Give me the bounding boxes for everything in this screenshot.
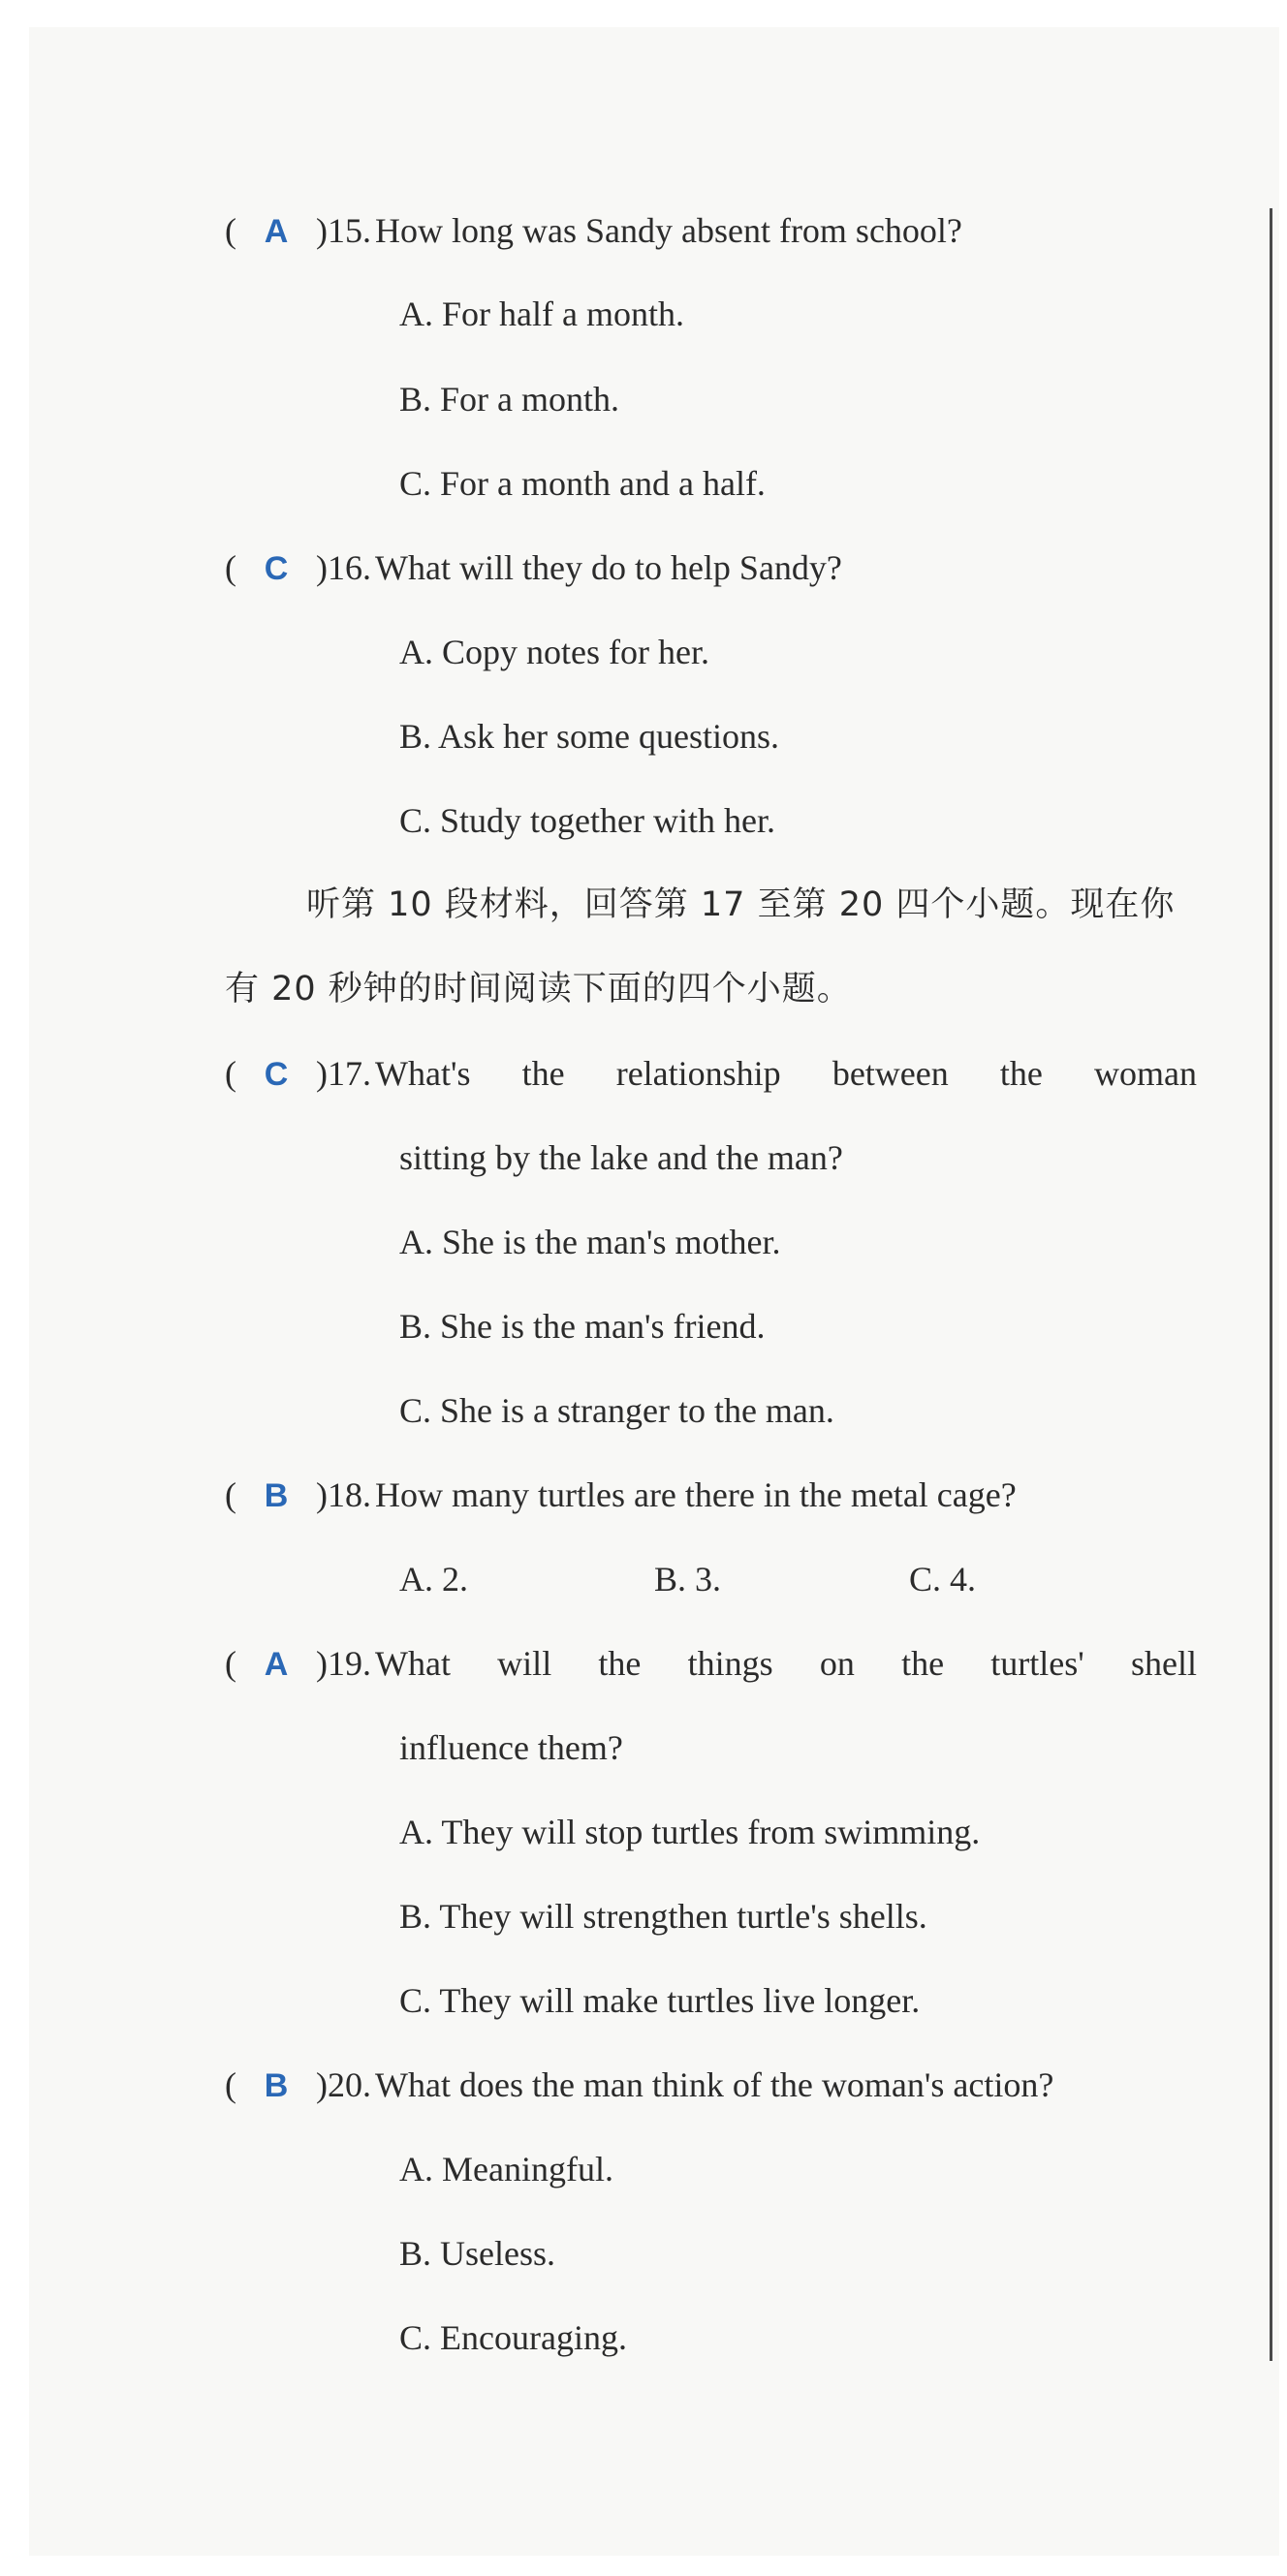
instruction-line-2: 有 20 秒钟的时间阅读下面的四个小题。	[225, 970, 852, 1009]
question-16	[225, 546, 842, 590]
question-19	[225, 1642, 1197, 1686]
option-20c: C. Encouraging.	[399, 2318, 627, 2357]
option-20a: A. Meaningful.	[399, 2150, 613, 2188]
paren-open: (	[225, 2065, 236, 2104]
question-number: 20.	[328, 2065, 371, 2104]
option-15b: B. For a month.	[399, 380, 620, 419]
margin-rule	[1270, 208, 1272, 2361]
option-16c: C. Study together with her.	[399, 801, 775, 840]
question-number: 19.	[328, 1644, 371, 1683]
page-background	[29, 27, 1279, 2556]
option-15a: A. For half a month.	[399, 295, 684, 333]
option-19b: B. They will strengthen turtle's shells.	[399, 1897, 927, 1936]
question-number: 16.	[328, 548, 371, 587]
instruction-line-1: 听第 10 段材料，回答第 17 至第 20 四个小题。现在你	[306, 885, 1176, 924]
question-19-text-line-2: influence them?	[399, 1728, 623, 1767]
question-text: What will they do to help Sandy?	[375, 548, 842, 587]
paren-open: (	[225, 1644, 236, 1683]
question-text: How long was Sandy absent from school?	[375, 211, 962, 250]
question-20	[225, 2064, 1053, 2107]
paren-close: )	[316, 1644, 328, 1683]
question-text-line-1: What will the things on the turtles' shell	[375, 1644, 1197, 1683]
option-20b: B. Useless.	[399, 2234, 555, 2273]
paren-open: (	[225, 548, 236, 587]
paren-close: )	[316, 2065, 328, 2104]
option-16a: A. Copy notes for her.	[399, 633, 709, 671]
question-17-text-line-2: sitting by the lake and the man?	[399, 1138, 843, 1177]
question-15	[225, 209, 962, 253]
answer-17: C	[264, 1056, 289, 1093]
question-number: 15.	[328, 211, 371, 250]
paren-close: )	[316, 211, 328, 250]
answer-19: A	[264, 1646, 289, 1683]
option-18c: C. 4.	[909, 1560, 977, 1598]
option-17b: B. She is the man's friend.	[399, 1307, 766, 1346]
option-18b: B. 3.	[654, 1560, 722, 1598]
question-number: 17.	[328, 1054, 371, 1093]
question-text-line-1: What's the relationship between the woman	[375, 1054, 1197, 1093]
question-number: 18.	[328, 1475, 371, 1514]
option-15c: C. For a month and a half.	[399, 464, 766, 503]
answer-20: B	[264, 2067, 289, 2104]
paren-close: )	[316, 1054, 328, 1093]
option-18a: A. 2.	[399, 1560, 468, 1598]
paren-close: )	[316, 548, 328, 587]
paren-open: (	[225, 211, 236, 250]
option-19c: C. They will make turtles live longer.	[399, 1981, 921, 2020]
answer-16: C	[264, 550, 289, 587]
option-17a: A. She is the man's mother.	[399, 1223, 781, 1261]
option-17c: C. She is a stranger to the man.	[399, 1391, 834, 1430]
answer-18: B	[264, 1477, 289, 1514]
question-text: How many turtles are there in the metal cage?	[375, 1475, 1017, 1514]
paren-open: (	[225, 1054, 236, 1093]
paren-close: )	[316, 1475, 328, 1514]
option-19a: A. They will stop turtles from swimming.	[399, 1813, 981, 1851]
question-text: What does the man think of the woman's action?	[375, 2065, 1054, 2104]
question-18	[225, 1474, 1017, 1517]
answer-15: A	[264, 213, 289, 250]
question-17	[225, 1052, 1197, 1096]
paren-open: (	[225, 1475, 236, 1514]
option-16b: B. Ask her some questions.	[399, 717, 779, 756]
